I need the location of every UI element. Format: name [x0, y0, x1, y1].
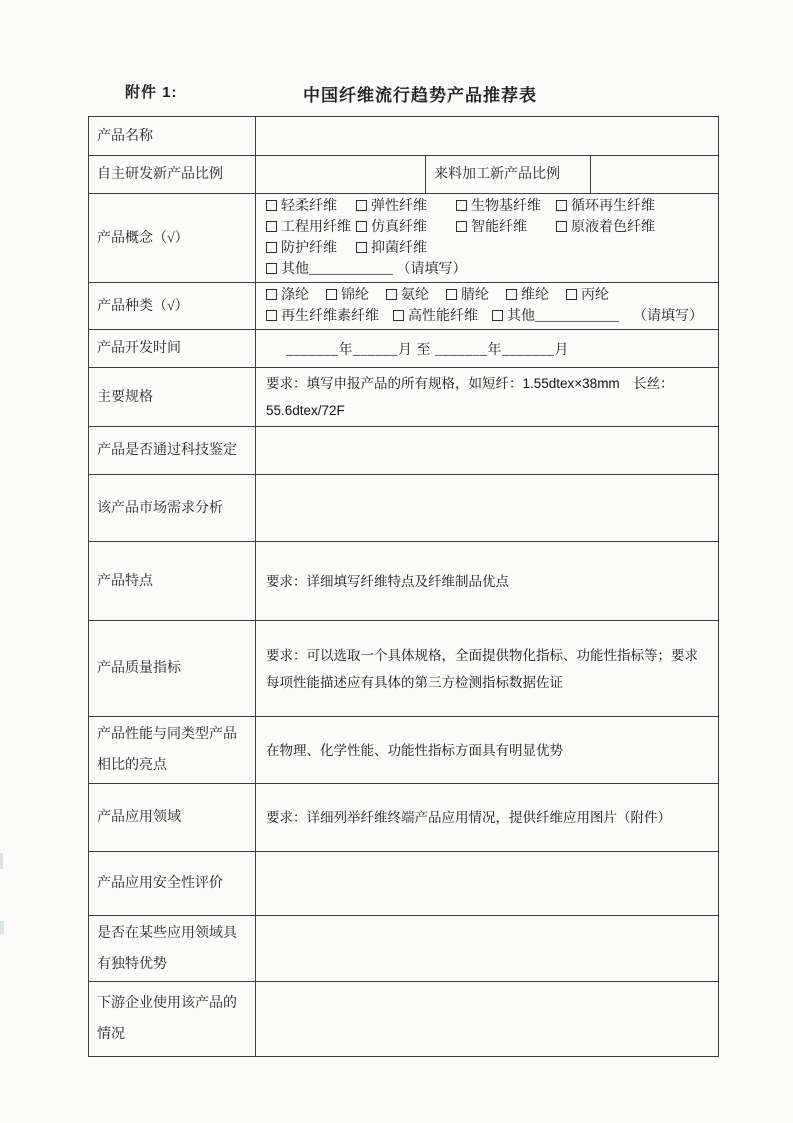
fill-hint: （请填写）: [633, 309, 703, 324]
row-new-product-ratio: [89, 156, 719, 194]
row-label: 产品应用安全性评价: [89, 852, 256, 916]
checkbox-option: 丙纶: [566, 285, 609, 306]
checkbox-icon: [456, 221, 467, 232]
concept-other-line: [266, 259, 708, 280]
checkbox-option-other: 其他: [266, 262, 309, 277]
requirement-text: 55.6dtex/72F: [266, 403, 345, 418]
row-label: 是否在某些应用领域具有独特优势: [89, 916, 256, 982]
recommendation-form-table: [88, 116, 719, 1057]
checkbox-option: 智能纤维: [456, 217, 556, 238]
checkbox-icon: [386, 289, 397, 300]
row-label: 自主研发新产品比例: [89, 156, 256, 194]
checkbox-icon: [456, 200, 467, 211]
checkbox-option: 再生纤维素纤维: [266, 306, 379, 327]
downstream-usage-field: [256, 982, 719, 1057]
checkbox-icon: [326, 289, 337, 300]
checkbox-icon: [556, 221, 567, 232]
scan-artifact: [0, 853, 3, 869]
checkbox-icon: [566, 289, 577, 300]
unique-advantage-field: [256, 916, 719, 982]
checkbox-icon: [556, 200, 567, 211]
row-label: 下游企业使用该产品的情况: [89, 982, 256, 1057]
features-requirement-cell: [256, 542, 719, 621]
row-label: 主要规格: [89, 368, 256, 427]
requirement-text: 要求：详细列举纤维终端产品应用情况，提供纤维应用图片（附件）: [266, 810, 671, 825]
checkbox-option-other: 其他____________: [492, 306, 619, 327]
row-label: 该产品市场需求分析: [89, 475, 256, 542]
row-tech-appraisal: [89, 427, 719, 475]
checkbox-option: 防护纤维: [266, 238, 356, 259]
concept-options-cell: [256, 194, 719, 283]
row-downstream-usage: [89, 982, 719, 1057]
checkbox-icon: [266, 289, 277, 300]
checkbox-icon: [506, 289, 517, 300]
row-unique-advantage: [89, 916, 719, 982]
checkbox-option: 高性能纤维: [393, 306, 478, 327]
row-performance-highlights: [89, 717, 719, 784]
checkbox-icon: [266, 242, 277, 253]
row-dev-time: [89, 330, 719, 368]
row-application-field: [89, 784, 719, 852]
fill-in-blank: ____________: [535, 309, 619, 324]
checkbox-icon: [356, 221, 367, 232]
checkbox-icon: [393, 310, 404, 321]
checkbox-icon: [266, 200, 277, 211]
highlights-cell: [256, 717, 719, 784]
row-label: 产品质量指标: [89, 621, 256, 717]
checkbox-icon: [492, 310, 503, 321]
concept-options-line2: [266, 217, 708, 238]
checkbox-icon: [266, 310, 277, 321]
checkbox-option: 轻柔纤维: [266, 196, 356, 217]
checkbox-option: 工程用纤维: [266, 217, 356, 238]
fill-hint: （请填写）: [396, 262, 467, 277]
checkbox-option: 生物基纤维: [456, 196, 556, 217]
category-options-line2: [266, 306, 708, 327]
self-developed-ratio-field: [256, 156, 426, 194]
page-title: 中国纤维流行趋势产品推荐表: [303, 86, 537, 105]
checkbox-icon: [446, 289, 457, 300]
row-product-concept: [89, 194, 719, 283]
checkbox-icon: [266, 221, 277, 232]
checkbox-option: 抑菌纤维: [356, 238, 456, 259]
dev-time-field: [256, 330, 719, 368]
safety-evaluation-field: [256, 852, 719, 916]
category-options-line1: [266, 285, 708, 306]
checkbox-option: 仿真纤维: [356, 217, 456, 238]
row-label: 产品是否通过科技鉴定: [89, 427, 256, 475]
row-label: 产品性能与同类型产品相比的亮点: [89, 717, 256, 784]
checkbox-option: 腈纶: [446, 285, 489, 306]
row-quality-indicators: [89, 621, 719, 717]
scan-artifact: [0, 921, 4, 934]
checkbox-option: 弹性纤维: [356, 196, 456, 217]
concept-options-line1: [266, 196, 708, 217]
row-label: 产品特点: [89, 542, 256, 621]
row-label: 产品开发时间: [89, 330, 256, 368]
row-product-features: [89, 542, 719, 621]
checkbox-option: 涤纶: [266, 285, 309, 306]
row-label: 产品概念（√）: [89, 194, 256, 283]
checkbox-option: 原液着色纤维: [556, 217, 708, 238]
dev-time-blanks: _______年______月 至 _______年_______月: [286, 342, 569, 358]
market-analysis-field: [256, 475, 719, 542]
page-header: [0, 81, 793, 103]
checkbox-option: 循环再生纤维: [556, 196, 708, 217]
row-product-name: [89, 117, 719, 156]
row-label: 来料加工新产品比例: [426, 156, 591, 194]
checkbox-icon: [356, 242, 367, 253]
checkbox-option: 氨纶: [386, 285, 429, 306]
row-market-analysis: [89, 475, 719, 542]
requirement-text: 要求：可以选取一个具体规格，全面提供物化指标、功能性指标等；要求每项性能描述应有具体的第三方检测指标数据佐证: [266, 647, 698, 690]
row-main-specs: [89, 368, 719, 427]
product-name-field: [256, 117, 719, 156]
category-options-cell: [256, 283, 719, 330]
row-label: 产品种类（√）: [89, 283, 256, 330]
tech-appraisal-field: [256, 427, 719, 475]
checkbox-option: 维纶: [506, 285, 549, 306]
row-label: 产品名称: [89, 117, 256, 156]
requirement-text: 要求：详细填写纤维特点及纤维制品优点: [266, 573, 509, 589]
checkbox-option: 锦纶: [326, 285, 369, 306]
specs-requirement-cell: [256, 368, 719, 427]
quality-requirement-cell: [256, 621, 719, 717]
checkbox-icon: [266, 263, 277, 274]
concept-options-line3: [266, 238, 708, 259]
application-requirement-cell: [256, 784, 719, 852]
row-label: 产品应用领域: [89, 784, 256, 852]
attachment-label: 附件 1:: [125, 84, 178, 101]
fill-in-blank: ____________: [309, 262, 393, 277]
requirement-text: 在物理、化学性能、功能性指标方面具有明显优势: [266, 742, 563, 758]
row-product-category: [89, 283, 719, 330]
requirement-text: 要求：填写申报产品的所有规格，如短纤：1.55dtex×38mm 长丝：: [266, 376, 674, 391]
row-safety-evaluation: [89, 852, 719, 916]
checkbox-icon: [356, 200, 367, 211]
processing-ratio-field: [591, 156, 719, 194]
